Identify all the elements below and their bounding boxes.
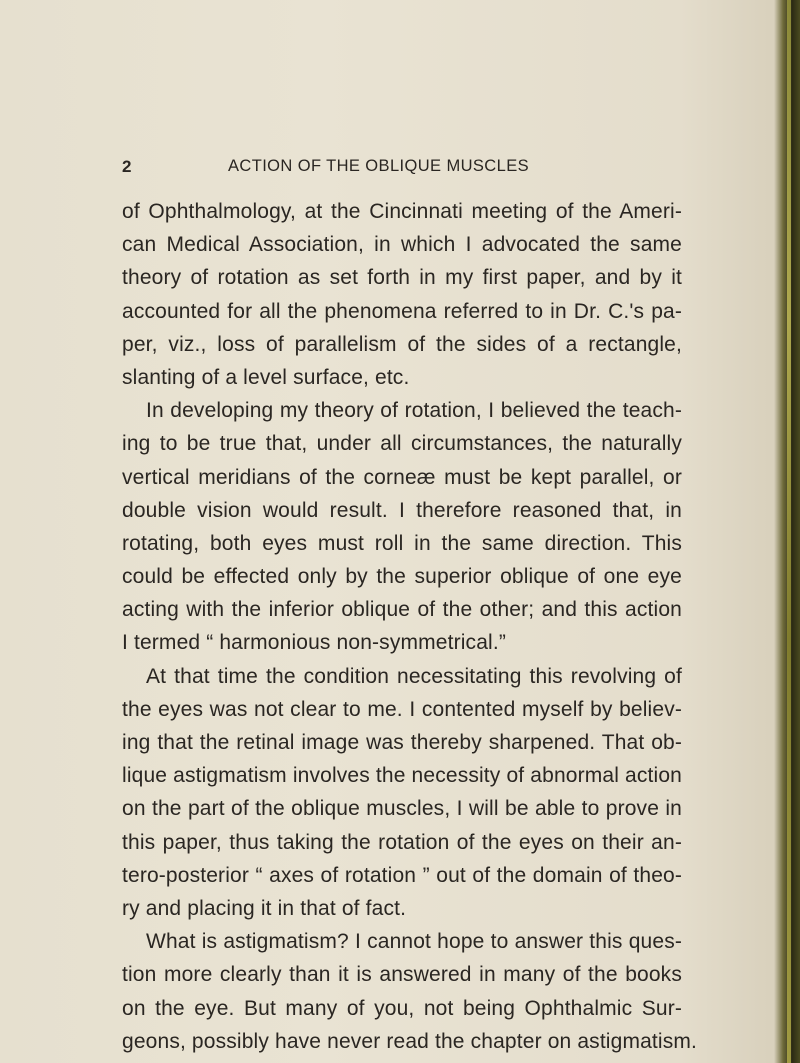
running-head: ACTION OF THE OBLIQUE MUSCLES bbox=[228, 157, 530, 175]
text-line: I termed “ harmonious non-symmetrical.” bbox=[122, 631, 506, 655]
text-line: ing to be true that, under all circumstances, the naturally bbox=[122, 432, 682, 456]
text-line: ry and placing it in that of fact. bbox=[122, 896, 407, 920]
text-line: rotating, both eyes must roll in the same direction. This bbox=[122, 531, 682, 555]
text-line: slanting of a level surface, etc. bbox=[122, 365, 410, 389]
text-line: What is astigmatism? I cannot hope to answer this ques- bbox=[146, 930, 682, 954]
text-line: At that time the condition necessitating this revolving of bbox=[146, 664, 682, 688]
page-edge-highlight bbox=[787, 0, 791, 1063]
text-line: of Ophthalmology, at the Cincinnati meeting of the Ameri- bbox=[122, 200, 682, 223]
page-header bbox=[122, 157, 682, 181]
text-line: tero-posterior “ axes of rotation ” out of the domain of theo- bbox=[122, 863, 682, 887]
text-line: tion more clearly than it is answered in many of the books bbox=[122, 963, 682, 987]
text-line: geons, possibly have never read the chapter on astigmatism. bbox=[122, 1029, 697, 1053]
text-line: vertical meridians of the corneæ must be kept parallel, or bbox=[122, 465, 682, 489]
text-line: the eyes was not clear to me. I contented myself by believ- bbox=[122, 697, 682, 721]
page-number: 2 bbox=[122, 157, 132, 176]
text-line: In developing my theory of rotation, I believed the teach- bbox=[146, 399, 682, 423]
text-line: on the part of the oblique muscles, I will be able to prove in bbox=[122, 797, 682, 821]
text-line: can Medical Association, in which I advocated the same bbox=[122, 233, 682, 257]
text-line: double vision would result. I therefore reasoned that, in bbox=[122, 498, 682, 522]
text-line: ing that the retinal image was thereby sharpened. That ob- bbox=[122, 731, 682, 754]
text-line: this paper, thus taking the rotation of the eyes on their an- bbox=[122, 830, 682, 854]
text-line: lique astigmatism involves the necessity of abnormal action bbox=[122, 764, 682, 788]
body-text bbox=[122, 195, 697, 1058]
text-line: accounted for all the phenomena referred to in Dr. C.'s pa- bbox=[122, 299, 682, 323]
text-line: theory of rotation as set forth in my first paper, and by it bbox=[122, 266, 682, 290]
text-line: acting with the inferior oblique of the other; and this action bbox=[122, 598, 682, 622]
text-line: could be effected only by the superior oblique of one eye bbox=[122, 565, 682, 589]
text-line: per, viz., loss of parallelism of the sides of a rectangle, bbox=[122, 332, 682, 356]
text-line: on the eye. But many of you, not being Ophthalmic Sur- bbox=[122, 996, 682, 1020]
